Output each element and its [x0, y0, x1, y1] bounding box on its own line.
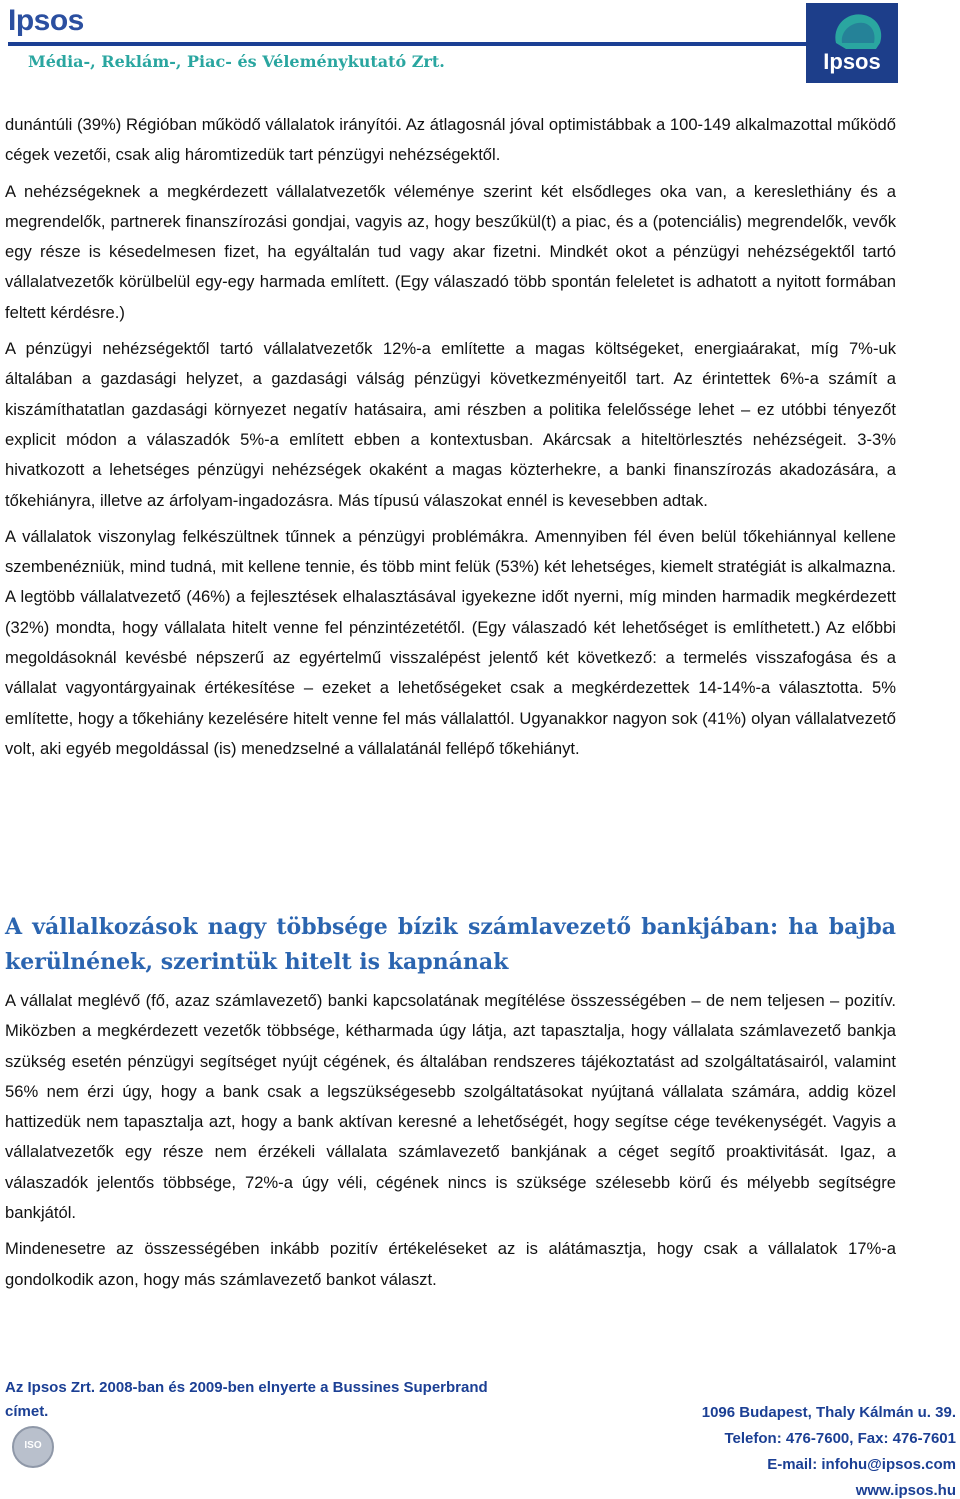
section-heading: A vállalkozások nagy többsége bízik számlavezető bankjában: ha bajba kerülnének, szerintük hitelt is kapnának	[5, 914, 896, 975]
paragraph: A pénzügyi nehézségektől tartó vállalatvezetők 12%-a említette a magas költségeket, energiaárakat, míg 7%-uk általában a gazdasági helyzet, a gazdasági válság pénzügyi következményeitől tart. Az érintettek 6%-a számít a kiszámíthatatlan gazdasági környezet negatív hatásaira, ami részben a politika felelőssége lehet – ez utóbbi tényezőt explicit módon a válaszadók 5%-a említett ebben a kontextusban. Akárcsak a hiteltörlesztés nehézségeit. 3-3% hivatkozott a lehetséges pénzügyi nehézségek okaként a magas közterhekre, a banki finanszírozás akadozására, a tőkehiányra, illetve az árfolyam-ingadozásra. Más típusú válaszokat ennél is kevesebben adtak.	[5, 339, 896, 510]
paragraph: A vállalatok viszonylag felkészültnek tűnnek a pénzügyi problémákra. Amennyiben fél éven belül tőkehiánnyal kellene szembenézniük, mind tudná, mit kellene tennie, és több mint felük (53%) két lehetséges, kiemelt stratégiát is alkalmazna. A legtöbb vállalatvezető (46%) a fejlesztések elhalasztásával igyekezne időt nyerni, míg minden harmadik megkérdezett (32%) mondta, hogy vállalata hitelt venne fel pénzintézetétől. (Egy válaszadó két lehetőséget is említhetett.) Az előbbi megoldásoknál kevésbé népszerű az egyértelmű visszalépést jelentő két következő: a termelés visszafogása és a vállalat vagyontárgyainak értékesítése – ezeket a lehetőségeket csak a megkérdezettek 14-14%-a választotta. 5% említette, hogy a tőkehiány kezelésére hitelt venne fel más vállalattól. Ugyanakkor nagyon sok (41%) olyan vállalatvezető volt, aki egyéb megoldással (is) menedzselné a vállalatánál fellépő tőkehiányt.	[5, 526, 896, 758]
footer-contact	[576, 1400, 956, 1499]
section-body	[5, 986, 896, 1301]
website-link[interactable]: www.ipsos.hu	[855, 1482, 956, 1499]
company-subtitle: Média-, Reklám-, Piac- és Véleménykutató Zrt.	[28, 52, 445, 71]
phone: Telefon: 476-7600, Fax: 476-7601	[724, 1430, 956, 1447]
address: 1096 Budapest, Thaly Kálmán u. 39.	[701, 1404, 956, 1421]
ipsos-logo	[806, 3, 898, 83]
award-line: címet.	[5, 1403, 49, 1420]
paragraph: dunántúli (39%) Régióban működő vállalatok irányítói. Az átlagosnál jóval optimistábbak a 100-149 alkalmazottal működő cégek vezetői, csak alig háromtizedük tart pénzügyi nehézségektől.	[5, 115, 896, 165]
award-line: Az Ipsos Zrt. 2008-ban és 2009-ben elnyerte a Bussines Superbrand	[5, 1379, 488, 1396]
paragraph: Mindenesetre az összességében inkább pozitív értékeléseket az is alátámasztja, hogy csak a vállalatok 17%-a gondolkodik azon, hogy más számlavezető bankot választ.	[5, 1239, 896, 1289]
iso-badge-icon	[12, 1426, 54, 1468]
header-rule	[8, 42, 808, 46]
brand-name: Ipsos	[8, 4, 84, 37]
footer-award	[5, 1376, 545, 1424]
email: E-mail: infohu@ipsos.com	[767, 1456, 956, 1473]
iso-label: ISO	[24, 1440, 42, 1451]
paragraph: A vállalat meglévő (fő, azaz számlavezető) banki kapcsolatának megítélése összességében – de nem teljesen – pozitív. Miközben a megkérdezett vezetők többsége, kétharmada úgy látja, azt tapasztalja, hogy vállalata számlavezető bankja szükség esetén pénzügyi segítséget nyújt cégének, és általában rendszeres tájékoztatást ad szolgáltatásairól, valamint 56% nem érzi úgy, hogy a bank csak a legszükségesebb szolgáltatásokat nyújtaná vállalata számára, addig közel hattizedük nem tapasztalja azt, hogy a bank aktívan keresné a lehetőségét, hogy segítse cége tevékenységét. Vagyis a vállalatvezetők egy része nem érzékeli vállalata számlavezető bankjának a céget segítő proaktivitását. Igaz, a válaszadók jelentős többsége, 72%-a úgy véli, cégének nincs is szüksége szélesebb körű és mélyebb segítségre bankjától.	[5, 991, 896, 1223]
page-header	[0, 0, 960, 90]
logo-text: Ipsos	[823, 49, 881, 74]
paragraph: A nehézségeknek a megkérdezett vállalatvezetők véleménye szerint két elsődleges oka van, a kereslethiány és a megrendelők, partnerek finanszírozási gondjai, vagyis az, hogy beszűkül(t) a piac, és a (potenciális) megrendelők, vevők egy része is késedelmesen fizet, ha egyáltalán tud vagy akar fizetni. Mindkét okot a pénzügyi nehézségektől tartó vállalatvezetők körülbelül egy-egy harmada említett. (Egy válaszadó több spontán feleletet is adhatott a nyitott formában feltett kérdésre.)	[5, 181, 896, 322]
body-text	[5, 110, 896, 770]
